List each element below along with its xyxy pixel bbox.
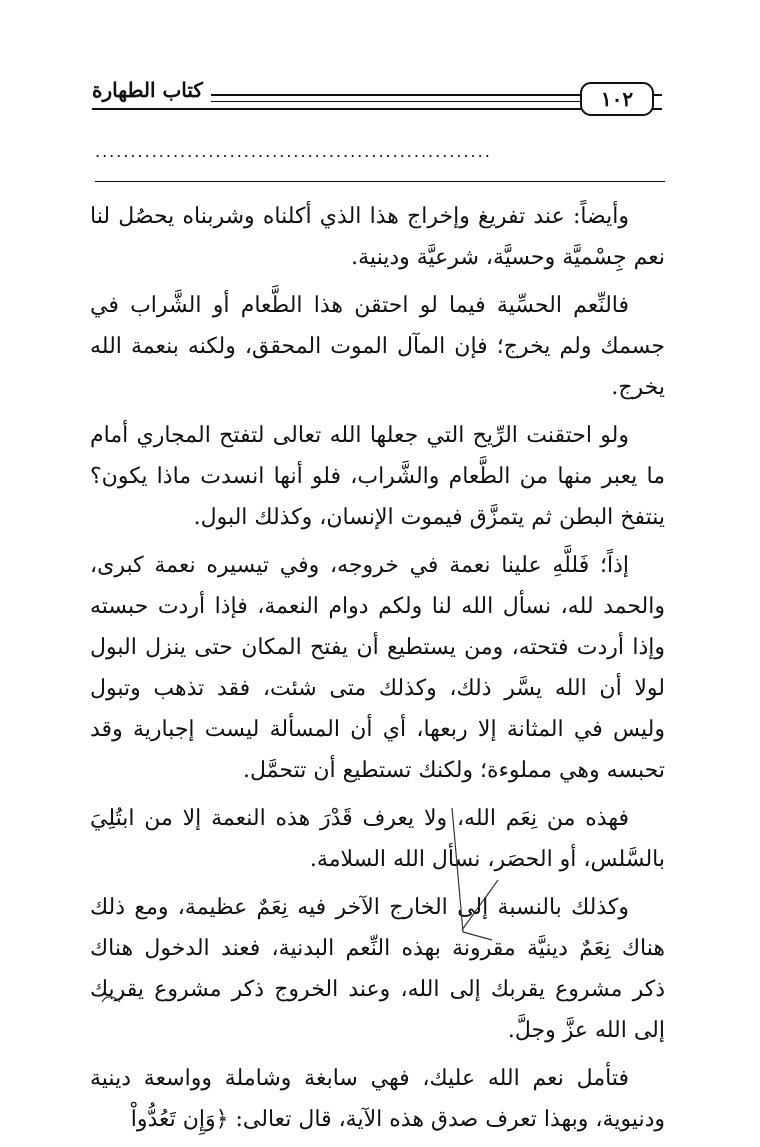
paragraph: فتأمل نعم الله عليك، فهي سابغة وشاملة وواسعة دينية ودنيوية، وبهذا تعرف صدق هذه الآية، قال تعالى: ﴿وَإِن تَعُدُّواْ xyxy=(90,1066,665,1132)
paragraph: فهذه من نِعَم الله، ولا يعرف قَدْرَ هذه النعمة إلا من ابتُلِيَ بالسَّلس، أو الحصَر، نسأل الله السلامة. xyxy=(90,806,665,872)
dotted-line: ........................................................ xyxy=(95,142,492,161)
paragraph: إذاً؛ فَللَّهِ علينا نعمة في خروجه، وفي تيسيره نعمة كبرى، والحمد لله، نسأل الله لنا ولكم دوام النعمة، فإذا أردت حبسته وإذا أردت فتحته، ومن يستطيع أن يفتح المكان حتى ينزل البول لولا أن الله يسَّر ذلك، وكذلك متى شئت، فقد تذهب وتبول وليس في المثانة إلا ربعها، أي أن المسألة ليست إجبارية وقد تحبسه وهي مملوءة؛ ولكنك تستطيع أن تتحمَّل. xyxy=(90,553,665,783)
body-text xyxy=(90,196,665,1147)
running-title: كتاب الطهارة xyxy=(92,78,211,102)
paragraph: وأيضاً: عند تفريغ وإخراج هذا الذي أكلناه وشربناه يحصُل لنا نعم جِسْميَّة وحسيَّة، شرعيَّة ودينية. xyxy=(90,204,665,270)
page-number: ١٠٢ xyxy=(580,82,654,116)
paragraph: ولو احتقنت الرِّيح التي جعلها الله تعالى لتفتح المجاري أمام ما يعبر منها من الطَّعام والشَّراب، فلو أنها انسدت ماذا يكون؟ ينتفخ البطن ثم يتمزَّق فيموت الإنسان، وكذلك البول. xyxy=(90,423,665,530)
separator-line xyxy=(95,181,665,182)
header-rule-thick-bottom xyxy=(92,108,662,110)
page-header xyxy=(92,74,662,120)
paragraph: وكذلك بالنسبة إلى الخارج الآخر فيه نِعَمٌ عظيمة، ومع ذلك هناك نِعَمٌ دينيَّة مقرونة بهذه النِّعم البدنية، فعند الدخول هناك ذكر مشروع يقربك إلى الله، وعند الخروج ذكر مشروع يقربك إلى الله عزَّ وجلَّ. xyxy=(90,895,665,1043)
paragraph: فالنِّعم الحسِّية فيما لو احتقن هذا الطَّعام أو الشَّراب في جسمك ولم يخرج؛ فإن المآل الموت المحقق، ولكنه بنعمة الله يخرج. xyxy=(90,293,665,400)
